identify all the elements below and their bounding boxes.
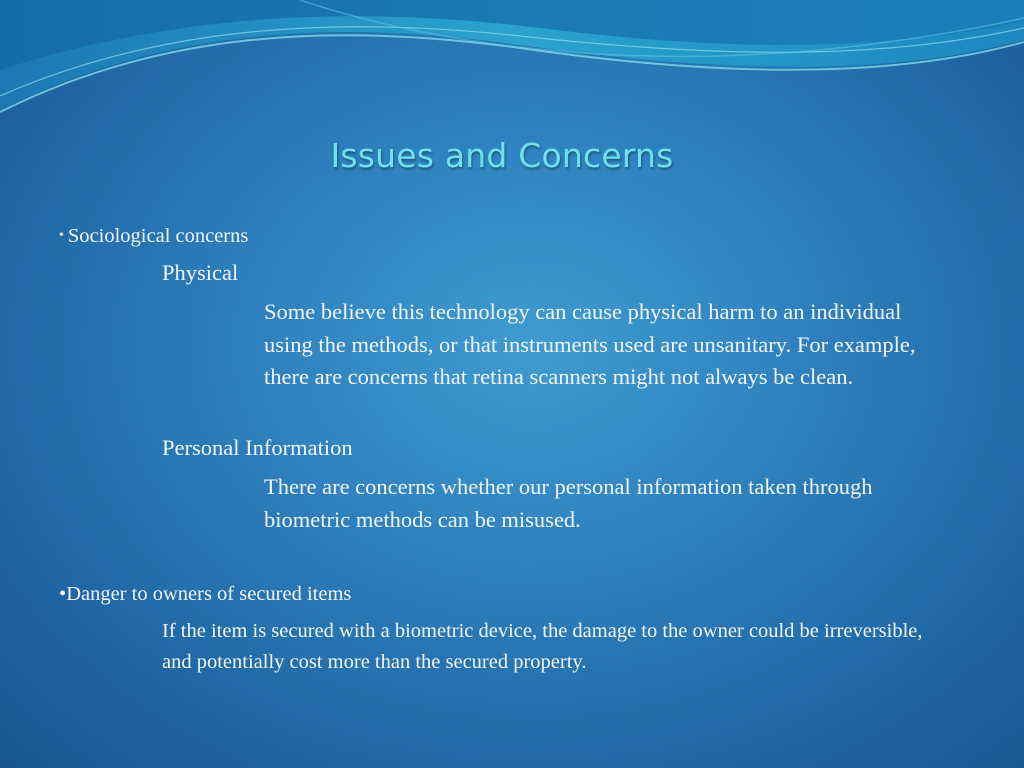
subheading-physical: Physical — [162, 260, 239, 285]
paragraph-personal-information: There are concerns whether our personal information taken through biometric methods can be misused. — [264, 474, 873, 532]
slide-title: Issues and Concerns — [330, 136, 674, 175]
paragraph-danger-to-owners: If the item is secured with a biometric device, the damage to the owner could be irreversible, and potentially cost more than the secured property. — [162, 620, 923, 673]
heading-danger-to-owners: Danger to owners of secured items — [66, 583, 352, 605]
paragraph-physical: Some believe this technology can cause physical harm to an individual using the methods, or that instruments used are unsanitary. For example, there are concerns that retina scanners might not always be clean. — [264, 299, 916, 389]
bullet-danger-to-owners — [59, 579, 351, 610]
heading-sociological-concerns: Sociological concerns — [67, 225, 249, 247]
subheading-personal-information: Personal Information — [162, 435, 353, 460]
bullet-marker: • — [59, 228, 64, 243]
wave-header-decoration — [0, 0, 1024, 130]
bullet-marker: • — [59, 583, 67, 605]
bullet-sociological-concerns — [59, 220, 248, 252]
